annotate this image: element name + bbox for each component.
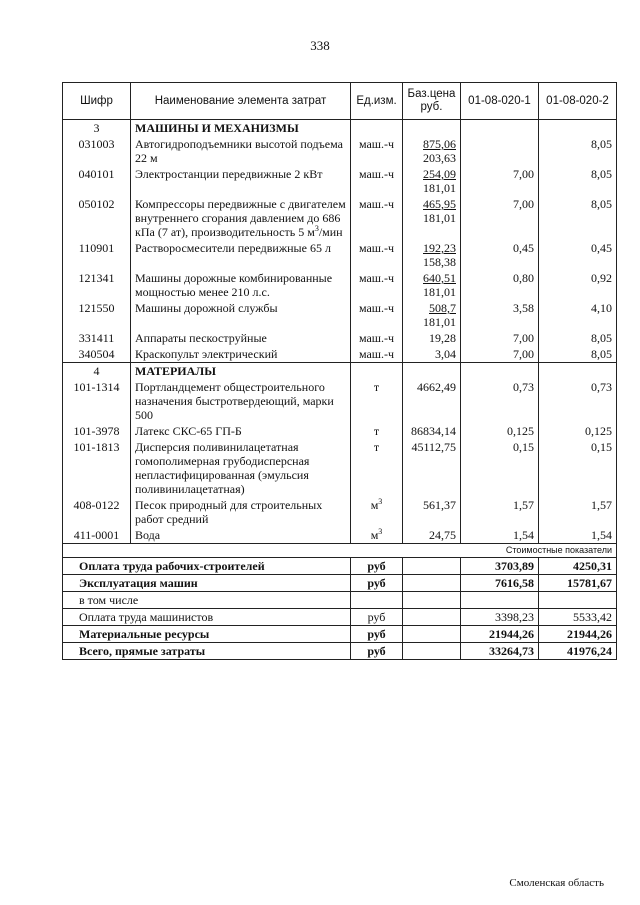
summary-unit-text: руб xyxy=(367,576,386,590)
row-value-col2 xyxy=(539,240,617,270)
row-name-text: Аппараты пескоструйные xyxy=(135,331,267,345)
row-code xyxy=(63,196,131,240)
row-value-col1 xyxy=(461,196,539,240)
row-code xyxy=(63,346,131,363)
row-code xyxy=(63,379,131,423)
table-row xyxy=(63,300,617,330)
row-value-col1-text: 0,73 xyxy=(513,380,534,394)
row-value-col2-text: 0,73 xyxy=(591,380,612,394)
row-name-text: Краскопульт электрический xyxy=(135,347,278,361)
empty-cell xyxy=(403,592,461,609)
empty-cell xyxy=(539,120,617,137)
header-col1: 01-08-020-1 xyxy=(461,83,539,120)
row-value-col1 xyxy=(461,300,539,330)
summary-unit-text: руб xyxy=(367,610,386,624)
summary-value-col1-text: 7616,58 xyxy=(495,576,534,590)
row-unit-text: т xyxy=(373,424,380,438)
row-price-value: 192,23 xyxy=(423,241,456,255)
row-value-col1 xyxy=(461,330,539,346)
table-row xyxy=(63,497,617,527)
row-value-col1-text: 0,45 xyxy=(513,241,534,255)
section-number xyxy=(63,363,131,380)
row-value-col2 xyxy=(539,423,617,439)
table-row xyxy=(63,346,617,363)
row-value-col1 xyxy=(461,166,539,196)
summary-unit xyxy=(351,558,403,575)
row-value-col2-text: 8,05 xyxy=(591,137,612,151)
summary-row xyxy=(63,643,617,660)
row-price-value: 640,51 xyxy=(423,271,456,285)
row-value-col1-text: 1,54 xyxy=(513,528,534,542)
row-name xyxy=(131,136,351,166)
row-unit-text: маш.-ч xyxy=(358,137,395,151)
row-unit-text: т xyxy=(373,380,380,394)
row-price xyxy=(403,166,461,196)
superscript: 3 xyxy=(378,527,383,536)
row-value-col2 xyxy=(539,270,617,300)
header-price: Баз.цена руб. xyxy=(403,83,461,120)
row-value-col2 xyxy=(539,527,617,544)
empty-cell xyxy=(403,120,461,137)
summary-value-col1-text: 3398,23 xyxy=(495,610,534,624)
row-price-value: 561,37 xyxy=(423,498,456,512)
header-col2: 01-08-020-2 xyxy=(539,83,617,120)
row-value-col1 xyxy=(461,423,539,439)
resource-table xyxy=(62,82,617,660)
summary-value-col1 xyxy=(461,558,539,575)
row-unit xyxy=(351,346,403,363)
summary-value-col2 xyxy=(539,558,617,575)
section-title xyxy=(131,120,351,137)
row-value-col2 xyxy=(539,196,617,240)
row-unit xyxy=(351,527,403,544)
section-number-text: 3 xyxy=(93,121,100,135)
row-name-text: Электростанции передвижные 2 кВт xyxy=(135,167,323,181)
row-price-value: 508,7 xyxy=(429,301,456,315)
row-value-col2-text: 8,05 xyxy=(591,167,612,181)
page-number: 338 xyxy=(310,38,330,53)
row-name xyxy=(131,346,351,363)
section-number-text: 4 xyxy=(93,364,100,378)
row-code-text: 101-3978 xyxy=(73,424,120,438)
row-price xyxy=(403,270,461,300)
row-value-col1-text: 0,80 xyxy=(513,271,534,285)
summary-value-col2-text: 41976,24 xyxy=(567,644,612,658)
section-row xyxy=(63,363,617,380)
row-code xyxy=(63,270,131,300)
row-value-col2 xyxy=(539,346,617,363)
row-value-col1-text: 0,125 xyxy=(507,424,534,438)
row-name-text: Вода xyxy=(135,528,161,542)
row-name xyxy=(131,270,351,300)
summary-label-text: Оплата труда машинистов xyxy=(79,610,214,624)
summary-value-col2-text: 21944,26 xyxy=(567,627,612,641)
row-code-text: 110901 xyxy=(78,241,115,255)
row-value-col1-text: 1,57 xyxy=(513,498,534,512)
summary-value-col2 xyxy=(539,643,617,660)
table-header-row xyxy=(63,83,617,120)
header-name: Наименование элемента затрат xyxy=(131,83,351,120)
summary-value-col1 xyxy=(461,609,539,626)
row-value-col1 xyxy=(461,346,539,363)
row-value-col1-text: 7,00 xyxy=(513,331,534,345)
summary-value-col1 xyxy=(461,626,539,643)
row-unit-text: маш.-ч xyxy=(358,301,395,315)
row-code-text: 040101 xyxy=(78,167,115,181)
region-footer: Смоленская область xyxy=(509,877,604,889)
row-value-col2-text: 4,10 xyxy=(591,301,612,315)
empty-cell xyxy=(461,363,539,380)
row-price xyxy=(403,346,461,363)
row-unit-text: маш.-ч xyxy=(358,197,395,211)
row-code-text: 101-1813 xyxy=(73,440,120,454)
row-name xyxy=(131,196,351,240)
row-price-value: 254,09 xyxy=(423,167,456,181)
row-value-col2 xyxy=(539,379,617,423)
row-price xyxy=(403,196,461,240)
row-code-text: 121550 xyxy=(78,301,115,315)
summary-label-text: Всего, прямые затраты xyxy=(79,644,206,658)
row-unit-text: маш.-ч xyxy=(358,241,395,255)
summary-value-col2 xyxy=(539,609,617,626)
row-price-labor: 181,01 xyxy=(423,285,456,299)
row-name-text: Машины дорожные комбинированные мощностью менее 210 л.с. xyxy=(135,271,333,299)
row-name xyxy=(131,330,351,346)
row-unit xyxy=(351,270,403,300)
row-code xyxy=(63,497,131,527)
row-name-text: Растворосмесители передвижные 65 л xyxy=(135,241,331,255)
summary-value-col1-text: 21944,26 xyxy=(489,627,534,641)
table-row xyxy=(63,439,617,497)
summary-label-text: Оплата труда рабочих-строителей xyxy=(79,559,265,573)
summary-label xyxy=(63,558,351,575)
row-name xyxy=(131,300,351,330)
summary-unit xyxy=(351,592,403,609)
row-name xyxy=(131,497,351,527)
table-row xyxy=(63,330,617,346)
row-code xyxy=(63,136,131,166)
summary-value-col1 xyxy=(461,592,539,609)
row-value-col1 xyxy=(461,270,539,300)
row-code-text: 411-0001 xyxy=(73,528,120,542)
row-code-text: 408-0122 xyxy=(73,498,120,512)
superscript: 3 xyxy=(378,497,383,506)
summary-value-col2 xyxy=(539,592,617,609)
row-value-col1 xyxy=(461,497,539,527)
empty-cell xyxy=(351,363,403,380)
row-name-text: Машины дорожной службы xyxy=(135,301,278,315)
row-code xyxy=(63,439,131,497)
row-unit-text: маш.-ч xyxy=(358,347,395,361)
row-price xyxy=(403,136,461,166)
empty-cell xyxy=(351,120,403,137)
summary-unit-text: руб xyxy=(367,559,386,573)
table-row xyxy=(63,196,617,240)
row-price xyxy=(403,379,461,423)
summary-value-col2-text: 4250,31 xyxy=(573,559,612,573)
row-value-col2-text: 1,57 xyxy=(591,498,612,512)
row-unit-text: м xyxy=(370,498,379,512)
summary-row xyxy=(63,575,617,592)
table-row xyxy=(63,240,617,270)
table-row xyxy=(63,166,617,196)
row-price-labor: 181,01 xyxy=(423,211,456,225)
section-title-text: МАШИНЫ И МЕХАНИЗМЫ xyxy=(135,121,299,135)
empty-cell xyxy=(461,120,539,137)
summary-unit-text: руб xyxy=(367,627,386,641)
row-code xyxy=(63,330,131,346)
row-price-value: 4662,49 xyxy=(417,380,456,394)
table-row xyxy=(63,136,617,166)
row-price-value: 3,04 xyxy=(435,347,456,361)
summary-row xyxy=(63,558,617,575)
row-code-text: 031003 xyxy=(78,137,115,151)
row-value-col1 xyxy=(461,240,539,270)
row-value-col1-text: 3,58 xyxy=(513,301,534,315)
row-value-col1 xyxy=(461,439,539,497)
row-code-text: 340504 xyxy=(78,347,115,361)
row-code xyxy=(63,166,131,196)
summary-unit xyxy=(351,643,403,660)
row-name-text: Портландцемент общестроительного назначения быстротвердеющий, марки 500 xyxy=(135,380,334,422)
row-value-col2 xyxy=(539,300,617,330)
summary-label-text: Эксплуатация машин xyxy=(79,576,198,590)
row-name-text: Латекс СКС-65 ГП-Б xyxy=(135,424,242,438)
summary-value-col2-text: 15781,67 xyxy=(567,576,612,590)
row-value-col2-text: 8,05 xyxy=(591,347,612,361)
empty-cell xyxy=(403,609,461,626)
row-price xyxy=(403,300,461,330)
table-row xyxy=(63,379,617,423)
row-unit-text: м xyxy=(370,528,379,542)
row-name xyxy=(131,527,351,544)
row-unit xyxy=(351,166,403,196)
row-name-text: Песок природный для строительных работ средний xyxy=(135,498,323,526)
row-value-col1 xyxy=(461,379,539,423)
row-name-text: Компрессоры передвижные с двигателем внутреннего сгорания давлением до 686 кПа (7 ат), производительность 5 м xyxy=(135,197,346,239)
row-price-value: 45112,75 xyxy=(411,440,456,454)
empty-cell xyxy=(403,363,461,380)
row-value-col2-text: 1,54 xyxy=(591,528,612,542)
row-value-col2 xyxy=(539,166,617,196)
costs-header xyxy=(63,544,617,558)
row-price-value: 875,06 xyxy=(423,137,456,151)
row-value-col2 xyxy=(539,330,617,346)
row-price xyxy=(403,497,461,527)
row-value-col1-text: 7,00 xyxy=(513,197,534,211)
row-price-labor: 181,01 xyxy=(423,181,456,195)
summary-value-col1-text: 33264,73 xyxy=(489,644,534,658)
row-name xyxy=(131,166,351,196)
section-row xyxy=(63,120,617,137)
row-unit xyxy=(351,497,403,527)
empty-cell xyxy=(403,626,461,643)
row-value-col2-text: 0,45 xyxy=(591,241,612,255)
table-body xyxy=(63,120,617,660)
costs-header-text: Стоимостные показатели xyxy=(505,545,612,555)
row-unit-text: маш.-ч xyxy=(358,271,395,285)
row-code xyxy=(63,527,131,544)
row-value-col2-text: 0,15 xyxy=(591,440,612,454)
row-price xyxy=(403,527,461,544)
summary-row xyxy=(63,609,617,626)
table-row xyxy=(63,527,617,544)
row-code xyxy=(63,300,131,330)
summary-value-col1 xyxy=(461,643,539,660)
summary-value-col2 xyxy=(539,626,617,643)
row-name-text: Дисперсия поливинилацетатная гомополимерная грубодисперсная непластифицированная (эмульсия поливинилацетатная) xyxy=(135,440,310,496)
summary-row xyxy=(63,592,617,609)
row-price-labor: 158,38 xyxy=(423,255,456,269)
row-code-text: 050102 xyxy=(78,197,115,211)
row-name-tail: /мин xyxy=(318,225,343,239)
summary-value-col2 xyxy=(539,575,617,592)
row-unit-text: маш.-ч xyxy=(358,167,395,181)
row-unit xyxy=(351,330,403,346)
summary-label-text: Материальные ресурсы xyxy=(79,627,210,641)
row-name-text: Автогидроподъемники высотой подъема 22 м xyxy=(135,137,343,165)
summary-label xyxy=(63,575,351,592)
row-code-text: 121341 xyxy=(78,271,115,285)
summary-unit xyxy=(351,609,403,626)
costs-header-row xyxy=(63,544,617,558)
row-unit xyxy=(351,423,403,439)
row-code xyxy=(63,240,131,270)
row-code-text: 101-1314 xyxy=(73,380,120,394)
summary-row xyxy=(63,626,617,643)
superscript: 3 xyxy=(314,224,319,233)
empty-cell xyxy=(539,363,617,380)
row-unit xyxy=(351,439,403,497)
row-value-col2-text: 0,92 xyxy=(591,271,612,285)
row-value-col2 xyxy=(539,497,617,527)
row-unit xyxy=(351,379,403,423)
table-row xyxy=(63,423,617,439)
row-unit xyxy=(351,300,403,330)
section-title-text: МАТЕРИАЛЫ xyxy=(135,364,216,378)
row-code-text: 331411 xyxy=(78,331,115,345)
row-price-value: 465,95 xyxy=(423,197,456,211)
summary-value-col2-text: 5533,42 xyxy=(573,610,612,624)
row-name xyxy=(131,439,351,497)
row-price xyxy=(403,330,461,346)
row-price-labor: 203,63 xyxy=(423,151,456,165)
row-code xyxy=(63,423,131,439)
row-value-col2-text: 8,05 xyxy=(591,197,612,211)
summary-unit xyxy=(351,626,403,643)
row-value-col1 xyxy=(461,136,539,166)
row-unit xyxy=(351,196,403,240)
row-value-col2 xyxy=(539,439,617,497)
row-value-col1-text: 7,00 xyxy=(513,347,534,361)
header-code: Шифр xyxy=(63,83,131,120)
header-unit: Ед.изм. xyxy=(351,83,403,120)
row-price-value: 19,28 xyxy=(429,331,456,345)
table-row xyxy=(63,270,617,300)
row-value-col1-text: 7,00 xyxy=(513,167,534,181)
summary-value-col1 xyxy=(461,575,539,592)
section-number xyxy=(63,120,131,137)
row-unit xyxy=(351,240,403,270)
row-price xyxy=(403,439,461,497)
row-value-col2-text: 0,125 xyxy=(585,424,612,438)
row-price-value: 86834,14 xyxy=(411,424,456,438)
empty-cell xyxy=(403,643,461,660)
summary-unit xyxy=(351,575,403,592)
summary-label xyxy=(63,643,351,660)
summary-label xyxy=(63,592,351,609)
row-name xyxy=(131,379,351,423)
row-unit-text: т xyxy=(373,440,380,454)
row-value-col2 xyxy=(539,136,617,166)
empty-cell xyxy=(403,575,461,592)
row-value-col2-text: 8,05 xyxy=(591,331,612,345)
summary-value-col1-text: 3703,89 xyxy=(495,559,534,573)
row-price-labor: 181,01 xyxy=(423,315,456,329)
row-price-value: 24,75 xyxy=(429,528,456,542)
row-price xyxy=(403,423,461,439)
summary-label-text: в том числе xyxy=(79,593,139,607)
row-name xyxy=(131,240,351,270)
summary-label xyxy=(63,609,351,626)
summary-label xyxy=(63,626,351,643)
empty-cell xyxy=(403,558,461,575)
section-title xyxy=(131,363,351,380)
row-value-col1-text: 0,15 xyxy=(513,440,534,454)
summary-unit-text: руб xyxy=(367,644,386,658)
row-name xyxy=(131,423,351,439)
row-unit-text: маш.-ч xyxy=(358,331,395,345)
row-unit xyxy=(351,136,403,166)
row-value-col1 xyxy=(461,527,539,544)
row-price xyxy=(403,240,461,270)
